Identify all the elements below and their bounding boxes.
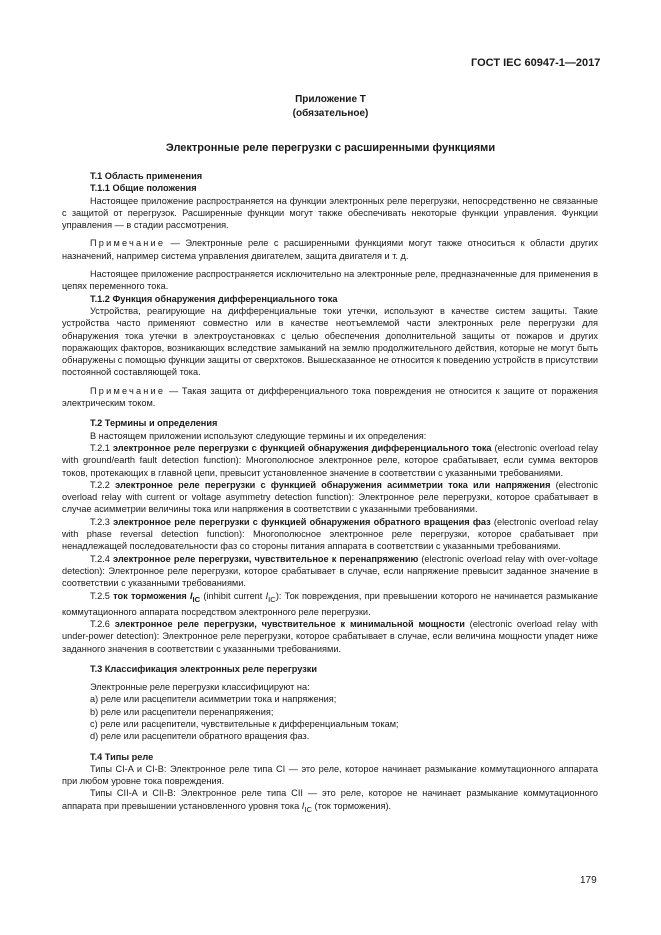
definition-term: электронное реле перегрузки с функцией обнаружения дифференциального тока — [112, 442, 492, 453]
symbol: I — [301, 800, 305, 811]
note — [62, 385, 598, 410]
definition-number: T.2.3 — [90, 516, 110, 527]
paragraph-text: Типы CII-A и CII-B: Электронное реле типа CII — это реле, которое не начинает размыкание коммутационного аппарата при превышении установленного уровня тока — [62, 788, 598, 811]
section-heading: T.3 Классификация электронных реле перегрузки — [90, 663, 318, 674]
note-label: Примечание — [90, 385, 166, 396]
definition-number: T.2.1 — [90, 442, 110, 453]
symbol: I — [265, 590, 269, 601]
definition-text: (electronic overload relay with phase reversal detection function): Многополюсное электронное реле перегрузки, которое срабатывает при ненадлежащей последовательности фаз со стороны питания аппарата в соответствии с указанными требованиями. — [62, 516, 598, 552]
definition-term: электронное реле перегрузки, чувствительное к перенапряжению — [112, 553, 419, 564]
definition-term: электронное реле перегрузки с функцией обнаружения асимметрии тока или напряжения — [115, 479, 551, 490]
paragraph: Типы CI-A и CI-B: Электронное реле типа CI — это реле, которое начинает размыкание коммутационного аппарата при любом уровне тока повреждения. — [62, 763, 598, 787]
paragraph: Электронные реле перегрузки классифицируют на: — [90, 682, 310, 693]
definition-text: ): Ток повреждения, при превышении которого не начинается размыкание коммутационного аппарата посредством электронного реле перегрузки. — [62, 590, 598, 617]
definition-number: T.2.5 — [90, 590, 110, 601]
note-text: — Электронные реле с расширенными функциями могут также относиться к области других назначений, например система управления двигателем, защита двигателя и т. д. — [62, 238, 598, 261]
definition-number: T.2.2 — [90, 479, 110, 490]
definition-term: электронное реле перегрузки с функцией обнаружения обратного вращения фаз — [113, 516, 491, 527]
paragraph: Устройства, реагирующие на дифференциальные токи утечки, используют в качестве систем защиты. Такие устройства часто применяют совместно или в качестве неотъемлемой части электронных реле перегрузки для обнаружения тока утечки в электроустановках с целью обеспечения дополнительной защиты от пожаров и других поражающих факторов, возникающих вследствие замыканий на землю продолжительного действия, которые не могут быть обнаружены с помощью функции защиты от сверхтоков. Вышесказанное не относится к поведению устройств в присутствии постоянной составляющей тока. — [62, 305, 598, 378]
definition-number: T.2.4 — [90, 553, 110, 564]
subsection-heading: T.1.1 Общие положения — [90, 183, 197, 194]
annex-header — [0, 93, 661, 121]
section-heading: T.1 Область применения — [90, 171, 203, 181]
subsection-heading: T.1.2 Функция обнаружения дифференциального тока — [90, 293, 338, 304]
symbol: I — [189, 590, 193, 601]
list-item: d) реле или расцепители обратного вращения фаз. — [90, 731, 310, 742]
note — [62, 237, 598, 262]
definition-text: (inhibit current — [200, 590, 266, 601]
definition-number: T.2.6 — [90, 618, 110, 629]
standard-number: ГОСТ IEC 60947-1—2017 — [471, 57, 601, 69]
paragraph-text: (ток торможения). — [311, 800, 392, 811]
page-number: 179 — [580, 875, 597, 886]
definition-term: ток торможения — [113, 590, 187, 601]
document-body — [62, 170, 598, 816]
definition — [62, 442, 598, 479]
document-title: Электронные реле перегрузки с расширенными функциями — [165, 142, 496, 154]
paragraph: Настоящее приложение распространяется на функции электронных реле перегрузки, непосредственно не связанные с защитой от перегрузок. Расширенные функции могут также обеспечивать некоторые функции управления. Функции управления — в стадии рассмотрения. — [62, 195, 598, 231]
definition — [62, 618, 598, 655]
definition-text: (electronic overload relay with current or voltage asymmetry detection function): Электронное реле перегрузки, которое срабатывает в случае асимметрии величины тока или напряжения в соответствии с указанными требованиями. — [62, 479, 598, 515]
list-item: b) реле или расцепители перенапряжения; — [90, 706, 274, 717]
paragraph — [62, 787, 598, 815]
symbol-subscript: IC — [268, 594, 276, 604]
list-item: a) реле или расцепители асимметрии тока и напряжения; — [90, 694, 337, 705]
paragraph: Настоящее приложение распространяется исключительно на электронные реле, предназначенные для применения в цепях переменного тока. — [62, 269, 598, 292]
note-text: — Такая защита от дифференциального тока повреждения не относится к защите от поражения электрическим током. — [62, 385, 598, 409]
definition — [62, 553, 598, 590]
list-item: c) реле или расцепители, чувствительные к дифференциальным токам; — [90, 719, 399, 729]
definition-text: (electronic overload relay with over-voltage detection): Электронное реле перегрузки, которое срабатывает в случае, если напряжение превысит заданное значение в соответствии с указанными требованиями. — [62, 553, 598, 589]
definition — [62, 479, 598, 516]
annex-title: Приложение T — [295, 94, 366, 105]
definition-text: (electronic overload relay with ground/earth fault detection function): Многополюсное электронное реле, которое срабатывает, если сумма векторов токов, протекающих в главной цепи, превысит установленное значение в соответствии с указанными требованиями. — [62, 442, 598, 478]
definition-text: (electronic overload relay with under-power detection): Электронное реле перегрузки, которое срабатывает в случае, если величина мощности упадет ниже заданного значения в соответствии с указанными требованиями. — [62, 618, 599, 654]
symbol-subscript: IC — [192, 594, 201, 604]
section-heading: T.4 Типы реле — [90, 751, 154, 762]
symbol-subscript: IC — [304, 804, 312, 814]
paragraph: В настоящем приложении используют следующие термины и их определения: — [90, 430, 427, 441]
definition-term: электронное реле перегрузки, чувствительное к минимальной мощности — [114, 618, 465, 629]
note-label: Примечание — [90, 238, 166, 249]
section-heading: T.2 Термины и определения — [90, 418, 218, 429]
definition — [62, 590, 598, 618]
annex-status: (обязательное) — [292, 108, 369, 119]
definition — [62, 516, 598, 553]
